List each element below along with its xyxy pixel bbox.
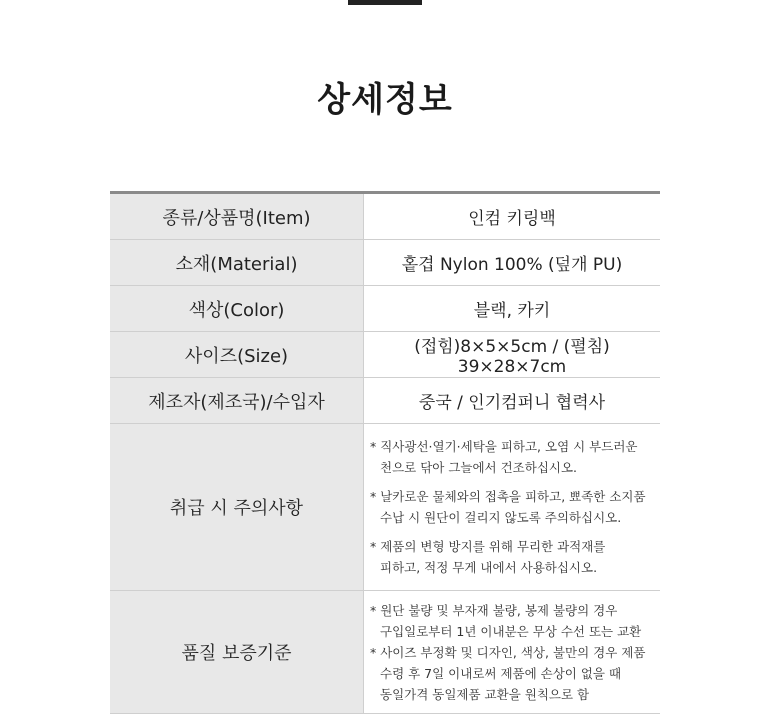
note-line: 피하고, 적정 무게 내에서 사용하십시오. bbox=[380, 560, 598, 575]
note-line: 수납 시 원단이 걸리지 않도록 주의하십시오. bbox=[380, 510, 622, 525]
table-row bbox=[110, 240, 660, 286]
row-label-color: 색상(Color) bbox=[110, 286, 364, 332]
row-label-material: 소재(Material) bbox=[110, 240, 364, 286]
row-label-maker: 제조자(제조국)/수입자 bbox=[110, 378, 364, 424]
note-line: * 직사광선·열기·세탁을 피하고, 오염 시 부드러운 bbox=[370, 439, 638, 454]
note-line: * 사이즈 부정확 및 디자인, 색상, 불만의 경우 제품 bbox=[370, 644, 646, 660]
spec-table bbox=[110, 191, 660, 714]
row-value-color: 블랙, 카키 bbox=[473, 301, 551, 321]
care-note bbox=[370, 536, 660, 578]
row-label-size: 사이즈(Size) bbox=[110, 332, 364, 378]
quality-note bbox=[370, 642, 660, 705]
note-line: * 날카로운 물체와의 접촉을 피하고, 뾰족한 소지품 bbox=[370, 489, 646, 504]
note-line: * 제품의 변형 방지를 위해 무리한 과적재를 bbox=[370, 539, 606, 554]
row-value-item: 인컴 키링백 bbox=[468, 209, 556, 229]
quality-note bbox=[370, 600, 660, 642]
note-line: * 원단 불량 및 부자재 불량, 봉제 불량의 경우 bbox=[370, 602, 618, 618]
note-line: 동일가격 동일제품 교환을 원칙으로 함 bbox=[380, 686, 590, 702]
note-line: 수령 후 7일 이내로써 제품에 손상이 없을 때 bbox=[380, 665, 622, 681]
table-row bbox=[110, 332, 660, 378]
table-row bbox=[110, 378, 660, 424]
note-line: 구입일로부터 1년 이내분은 무상 수선 또는 교환 bbox=[380, 623, 642, 639]
top-divider-bar bbox=[348, 0, 422, 5]
table-row bbox=[110, 193, 660, 240]
care-notes bbox=[364, 424, 661, 591]
row-label-item: 종류/상품명(Item) bbox=[110, 193, 364, 240]
care-note bbox=[370, 436, 660, 478]
row-value-material: 홑겹 Nylon 100% (덮개 PU) bbox=[401, 255, 623, 275]
page-title: 상세정보 bbox=[317, 80, 453, 120]
table-row-quality bbox=[110, 591, 660, 714]
row-value-maker: 중국 / 인기컴퍼니 협력사 bbox=[418, 393, 606, 413]
table-row-care bbox=[110, 424, 660, 591]
quality-notes bbox=[364, 591, 661, 714]
table-row bbox=[110, 286, 660, 332]
row-value-size: (접힘)8×5×5cm / (펼침) 39×28×7cm bbox=[414, 337, 610, 377]
care-note bbox=[370, 486, 660, 528]
note-line: 천으로 닦아 그늘에서 건조하십시오. bbox=[380, 460, 578, 475]
row-label-quality: 품질 보증기준 bbox=[110, 591, 364, 714]
row-label-care: 취급 시 주의사항 bbox=[110, 424, 364, 591]
